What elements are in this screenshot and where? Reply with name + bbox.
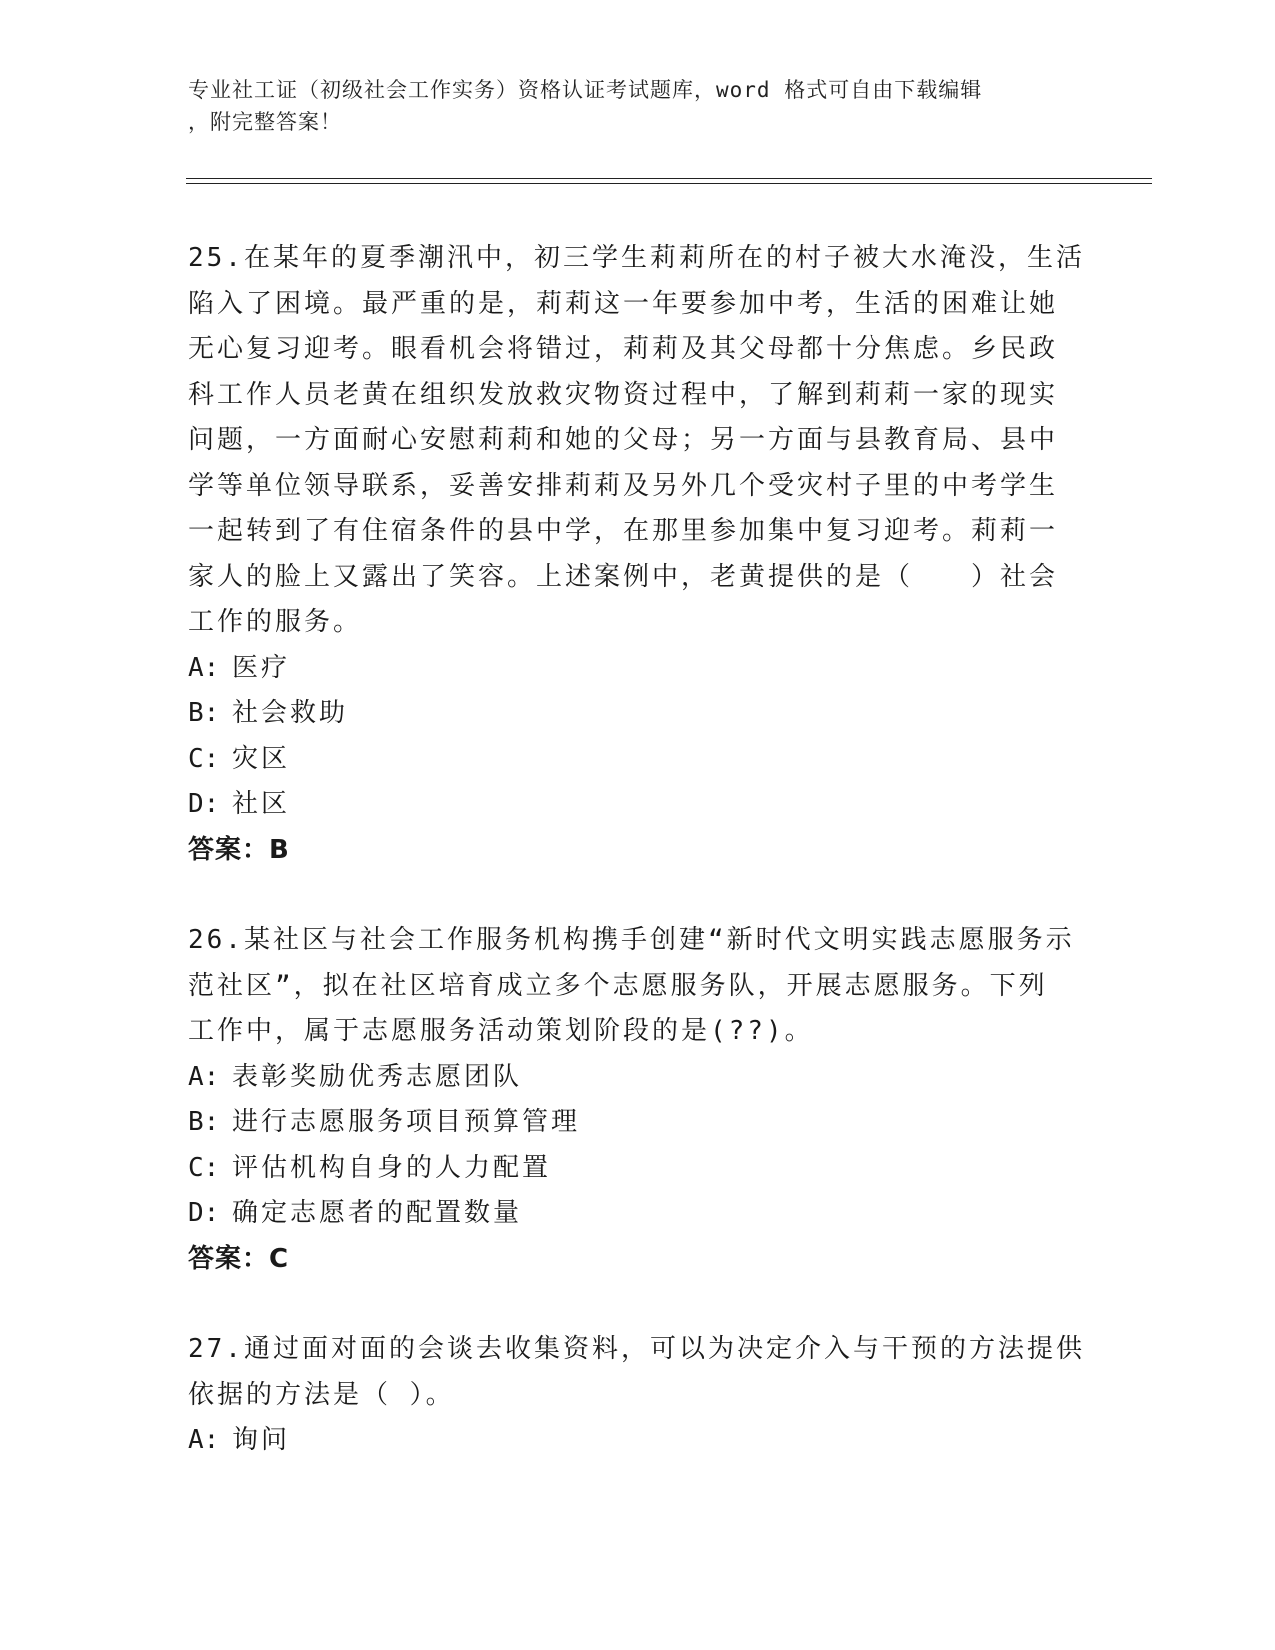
question-line: 一起转到了有住宿条件的县中学，在那里参加集中复习迎考。莉莉一 (188, 516, 1059, 546)
option-text: 确定志愿者的配置数量 (232, 1198, 523, 1228)
question-text (188, 236, 1088, 646)
question-25 (188, 236, 1088, 873)
document-header (188, 74, 1088, 138)
option-letter: D: (188, 1198, 220, 1228)
answer: 答案：C (188, 1243, 290, 1274)
option-letter: A: (188, 652, 220, 683)
question-line: 25.在某年的夏季潮汛中，初三学生莉莉所在的村子被大水淹没，生活 (188, 243, 1085, 273)
question-list (188, 236, 1088, 1464)
header-line-1: 专业社工证（初级社会工作实务）资格认证考试题库，word 格式可自由下载编辑 (188, 78, 983, 102)
header-line-2: ，附完整答案！ (188, 110, 342, 134)
option-text: 社区 (232, 789, 291, 819)
option-letter: C: (188, 1152, 220, 1183)
option-b (188, 691, 1088, 737)
option-text: 社会救助 (232, 698, 349, 728)
header-divider-bottom (186, 183, 1152, 184)
option-text: 灾区 (232, 743, 291, 774)
option-d (188, 782, 1088, 828)
option-letter: A: (188, 1425, 220, 1455)
question-27 (188, 1327, 1088, 1464)
question-line: 问题，一方面耐心安慰莉莉和她的父母；另一方面与县教育局、县中 (188, 425, 1059, 455)
question-line: 陷入了困境。最严重的是，莉莉这一年要参加中考，生活的困难让她 (188, 288, 1059, 319)
question-line: 27.通过面对面的会谈去收集资料，可以为决定介入与干预的方法提供 (188, 1334, 1085, 1364)
option-text: 进行志愿服务项目预算管理 (232, 1107, 581, 1137)
question-line: 家人的脸上又露出了笑容。上述案例中，老黄提供的是（ ）社会 (188, 561, 1059, 592)
option-letter: B: (188, 1107, 220, 1137)
option-letter: D: (188, 789, 220, 819)
option-a (188, 646, 1088, 692)
spacer (188, 1282, 1088, 1327)
option-b (188, 1100, 1088, 1146)
question-26 (188, 918, 1088, 1282)
option-a (188, 1055, 1088, 1101)
header-divider-top (186, 178, 1152, 179)
question-line: 范社区”，拟在社区培育成立多个志愿服务队，开展志愿服务。下列 (188, 970, 1048, 1001)
question-line: 工作的服务。 (188, 607, 363, 637)
option-a (188, 1418, 1088, 1464)
question-line: 依据的方法是（ ）。 (188, 1379, 455, 1410)
question-line: 26.某社区与社会工作服务机构携手创建“新时代文明实践志愿服务示 (188, 925, 1075, 955)
option-letter: A: (188, 1061, 220, 1092)
option-text: 表彰奖励优秀志愿团队 (232, 1061, 523, 1092)
question-line: 工作中，属于志愿服务活动策划阶段的是(??)。 (188, 1016, 814, 1046)
option-c (188, 737, 1088, 783)
option-text: 询问 (232, 1425, 291, 1455)
question-line: 学等单位领导联系，妥善安排莉莉及另外几个受灾村子里的中考学生 (188, 470, 1059, 501)
question-line: 无心复习迎考。眼看机会将错过，莉莉及其父母都十分焦虑。乡民政 (188, 334, 1059, 364)
option-letter: C: (188, 743, 220, 774)
question-text (188, 918, 1088, 1055)
answer: 答案：B (188, 834, 290, 865)
option-d (188, 1191, 1088, 1237)
spacer (188, 873, 1088, 918)
option-text: 评估机构自身的人力配置 (232, 1152, 552, 1183)
question-text (188, 1327, 1088, 1418)
question-line: 科工作人员老黄在组织发放救灾物资过程中，了解到莉莉一家的现实 (188, 379, 1059, 410)
option-letter: B: (188, 698, 220, 728)
option-c (188, 1146, 1088, 1192)
option-text: 医疗 (232, 652, 291, 683)
